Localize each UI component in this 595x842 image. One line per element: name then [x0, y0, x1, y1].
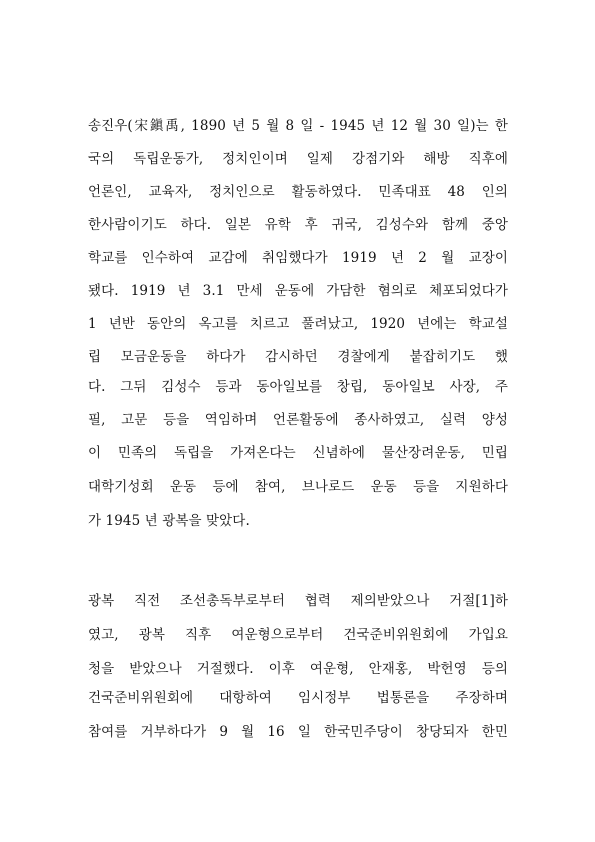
paragraph-1-line-6: 됐다. 1919 년 3.1 만세 운동에 가담한 혐의로 체포되었다가 — [88, 283, 508, 299]
paragraph-1-line-1: 송진우(宋鎭禹, 1890 년 5 월 8 일 - 1945 년 12 월 30 일)는 한 — [88, 118, 508, 134]
paragraph-1-line-2: 국의 독립운동가, 정치인이며 일제 강점기와 해방 직후에 — [88, 151, 508, 167]
paragraph-1-line-4: 한사람이기도 하다. 일본 유학 후 귀국, 김성수와 함께 중앙 — [88, 217, 508, 233]
paragraph-1-line-7: 1 년반 동안의 옥고를 치르고 풀려났고, 1920 년에는 학교설 — [88, 316, 508, 332]
paragraph-1-line-10: 필, 고문 등을 역임하며 언론활동에 종사하였고, 실력 양성 — [88, 412, 508, 428]
paragraph-1-line-9: 다. 그뒤 김성수 등과 동아일보를 창립, 동아일보 사장, 주 — [88, 379, 508, 395]
paragraph-1-line-3: 언론인, 교육자, 정치인으로 활동하였다. 민족대표 48 인의 — [88, 184, 508, 200]
paragraph-1-line-8: 립 모금운동을 하다가 감시하던 경찰에게 붙잡히기도 했 — [88, 349, 508, 365]
paragraph-2-line-4: 건국준비위원회에 대항하여 임시정부 법통론을 주장하며 — [88, 690, 508, 706]
paragraph-2-line-5: 참여를 거부하다가 9 월 16 일 한국민주당이 창당되자 한민 — [88, 724, 508, 740]
paragraph-2-line-3: 청을 받았으나 거절했다. 이후 여운형, 안재홍, 박헌영 등의 — [88, 661, 508, 677]
paragraph-1-line-12: 대학기성회 운동 등에 참여, 브나로드 운동 등을 지원하다 — [88, 479, 508, 495]
paragraph-2-line-2: 였고, 광복 직후 여운형으로부터 건국준비위원회에 가입요 — [88, 627, 508, 643]
paragraph-1-line-5: 학교를 인수하여 교감에 취임했다가 1919 년 2 월 교장이 — [88, 250, 508, 266]
paragraph-1-line-11: 이 민족의 독립을 가져온다는 신념하에 물산장려운동, 민립 — [88, 445, 508, 461]
paragraph-1-line-13: 가 1945 년 광복을 맞았다. — [88, 513, 250, 529]
paragraph-2-line-1: 광복 직전 조선총독부로부터 협력 제의받았으나 거절[1]하 — [88, 593, 508, 609]
